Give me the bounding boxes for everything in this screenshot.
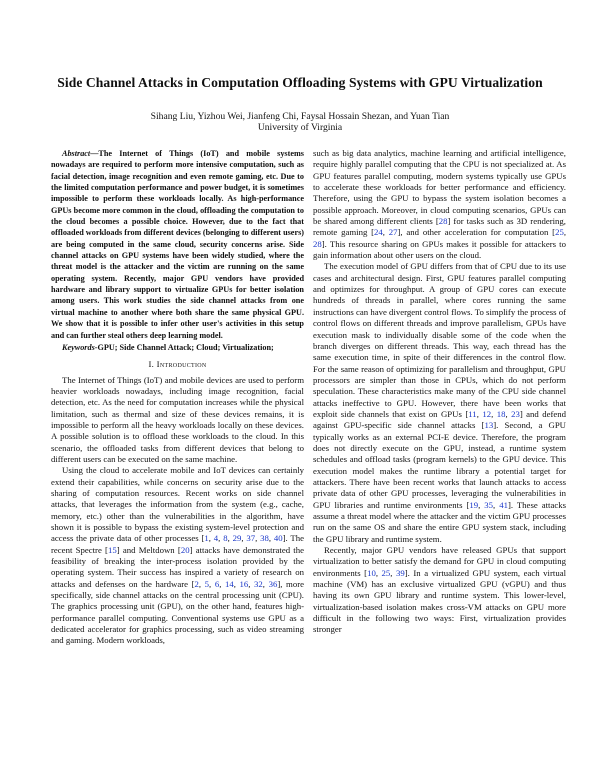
intro-paragraph-2-continued: such as big data analytics, machine learning and artificial intelligence, require highly parallel computing that the CPU is not specialized at. As GPU features parallel computing, modern systems typically use GPUs to accelerate these workloads for better performance and efficiency. Therefore, using the GPU to bypass the system isolation becomes a possible approach. Moreover, in cloud computing scenarios, GPUs can be shared among different clients [28] for tasks such as 3D rendering, remote gaming [24, 27], and other acceleration for computation [25, 28]. This resource sharing on GPUs makes it possible for attackers to gain information about other users on the cloud. — [313, 148, 567, 261]
citation-link[interactable]: 29 — [232, 533, 242, 544]
citation-link[interactable]: 24 — [374, 227, 383, 238]
citation-link[interactable]: 2 — [194, 578, 199, 589]
citation-link[interactable]: 18 — [496, 408, 506, 419]
citation-link[interactable]: 37 — [246, 533, 256, 544]
author-list: Sihang Liu, Yizhou Wei, Jianfeng Chi, Faysal Hossain Shezan, and Yuan Tian — [150, 111, 450, 122]
citation-link[interactable]: 10 — [367, 567, 376, 578]
citation-link[interactable]: 15 — [107, 544, 117, 555]
citation-link[interactable]: 6 — [214, 578, 220, 589]
citation-link[interactable]: 12 — [482, 408, 492, 419]
paper-title: Side Channel Attacks in Computation Offloading Systems with GPU Virtualization — [57, 75, 543, 90]
citation-link[interactable]: 8 — [223, 533, 228, 544]
abstract — [51, 148, 304, 341]
right-column — [313, 148, 566, 636]
citation-link[interactable]: 35 — [484, 499, 494, 510]
citation-link[interactable]: 23 — [511, 408, 520, 419]
keywords — [51, 342, 304, 353]
keywords-text: -GPU; Side Channel Attack; Cloud; Virtualization; — [94, 342, 274, 352]
citation-link[interactable]: 16 — [239, 578, 249, 589]
citation-link[interactable]: 40 — [273, 533, 283, 544]
citation-link[interactable]: 19 — [469, 499, 479, 510]
citation-link[interactable]: 28 — [438, 216, 448, 227]
intro-paragraph-3: The execution model of GPU differs from that of CPU due to its use cases and architectural design. First, GPU features parallel computing and optimizes for throughput. A group of GPU cores can execute hundreds of threads in parallel, where cores running the same instructions can have divergent control flows. To simplify the process of control flows on different threads and improve parallelism, GPUs have execution mask to individually disable some of the code when the branch diverges on different threads. This way, each thread has the same execution time, in spite of their differences in the control flow. For the same reason of optimizing for parallelism and throughput, GPU processors are simpler than those in CPUs, which do not perform speculation. These characteristics make many of the CPU side channel attacks ineffective to GPU. However, there have been works that exploit side channels that exist on GPUs [11, 12, 18, 23] and defend against GPU-specific side channel attacks [13]. Second, a GPU typically works as an external PCI-E device. Therefore, the program does not directly execute on the GPU, instead, a runtime system schedules and offload tasks (program kernels) to the GPU device. This execution model makes the runtime library a potential target for attackers. There have been recent works that launch attacks to access private data of other GPU processes, leveraging the vulnerabilities in GPU libraries and runtime environments [19, 35, 41]. These attacks assume a threat model where the attacker and the victim GPU processes run on the same OS and share the entire GPU system stack, including the GPU library and runtime system. — [313, 261, 567, 544]
citation-link[interactable]: 13 — [484, 420, 494, 431]
citation-link[interactable]: 39 — [396, 567, 405, 578]
abstract-label: Abstract — [62, 149, 91, 158]
citation-link[interactable]: 20 — [180, 544, 190, 555]
left-column — [51, 148, 304, 647]
keywords-label: Keywords — [62, 342, 95, 352]
citation-link[interactable]: 41 — [499, 499, 508, 510]
affiliation: University of Virginia — [257, 122, 343, 133]
citation-link[interactable]: 32 — [254, 578, 263, 589]
intro-paragraph-2: Using the cloud to accelerate mobile and IoT devices can certainly extend their capabilities, while concerns on security arise due to the sharing of computation resources. Recent works on side channel attacks, that leverages the information from the system (e.g., cache, memory, etc.) other than the vulnerabilities in the algorithm, have shown it is possible to bypass the existing system-level protection and access the private data of other processes [1, 4, 8, 29, 37, 38, 40]. The recent Spectre [15] and Meltdown [20] attacks have demonstrated the feasibility of breaking the inter-process isolation provided by the operating system. Their success has inspired a variety of research on attacks and defenses on the hardware [2, 5, 6, 14, 16, 32, 36], more specifically, side channel attacks on the central processing unit (CPU). The graphics processing unit (GPU), on the other hand, features high-performance parallel computing. Conventional systems use GPU as a dedicated accelerator for graphics processing, such as video streaming and gaming. Modern workloads, — [51, 465, 305, 646]
citation-link[interactable]: 4 — [213, 533, 219, 544]
section-heading-introduction: I. Introduction — [148, 359, 207, 370]
citation-link[interactable]: 38 — [260, 533, 269, 544]
intro-paragraph-1: The Internet of Things (IoT) and mobile devices are used to perform heavier workloads nowadays, including image recognition, facial detection, etc. As the need for computation increases while the physical limitation, such as thermal and size of these devices remains, it is impossible to perform all the heavy workloads locally on these devices. A possible solution is to offload these workloads to the cloud. In this scenario, the offloaded tasks from different devices that belong to different users can be executed on the same machine. — [51, 374, 304, 464]
citation-link[interactable]: 1 — [204, 533, 209, 544]
citation-link[interactable]: 25 — [555, 227, 564, 238]
abstract-text: —The Internet of Things (IoT) and mobile systems nowadays are required to perform more intensive computation, such as facial detection, image recognition and even remote gaming, etc. Due to the limited computation performance and power budget, it is sometimes impossible to perform these workloads locally. As high-performance GPUs become more common in the cloud, offloading the computation to the cloud becomes a possible choice. However, due to the fact that offloaded workloads from different devices (belonging to different users) are being computed in the same cloud, security concerns arise. Side channel attacks on GPU systems have been widely studied, where the threat model is the attacker and the victim are running on the same operating system. Recently, major GPU vendors have provided hardware and library support to virtualize GPUs for better isolation among users. This work studies the side channel attacks from one virtual machine to another where both share the same physical GPU. We show that it is possible to infer other user's activities in this setup and can further steal others deep learning model. — [51, 149, 304, 340]
citation-link[interactable]: 25 — [381, 567, 391, 578]
citation-link[interactable]: 14 — [224, 578, 234, 589]
author-block — [0, 111, 600, 133]
citation-link[interactable]: 36 — [268, 578, 278, 589]
citation-link[interactable]: 5 — [204, 578, 210, 589]
citation-link[interactable]: 11 — [468, 408, 477, 419]
citation-link[interactable]: 28 — [313, 238, 322, 249]
intro-paragraph-4: Recently, major GPU vendors have released GPUs that support virtualization to better satisfy the demand for GPU in cloud computing environments [10, 25, 39]. In a virtualized GPU system, each virtual machine (VM) has an exclusive virtualized GPU (vGPU) and thus having its own GPU library and runtime system. This lower-level, virtualization-based isolation makes cross-VM attacks on GPU more difficult in the following two ways: First, virtualization provides stronger — [313, 545, 567, 635]
citation-link[interactable]: 27 — [388, 227, 398, 238]
